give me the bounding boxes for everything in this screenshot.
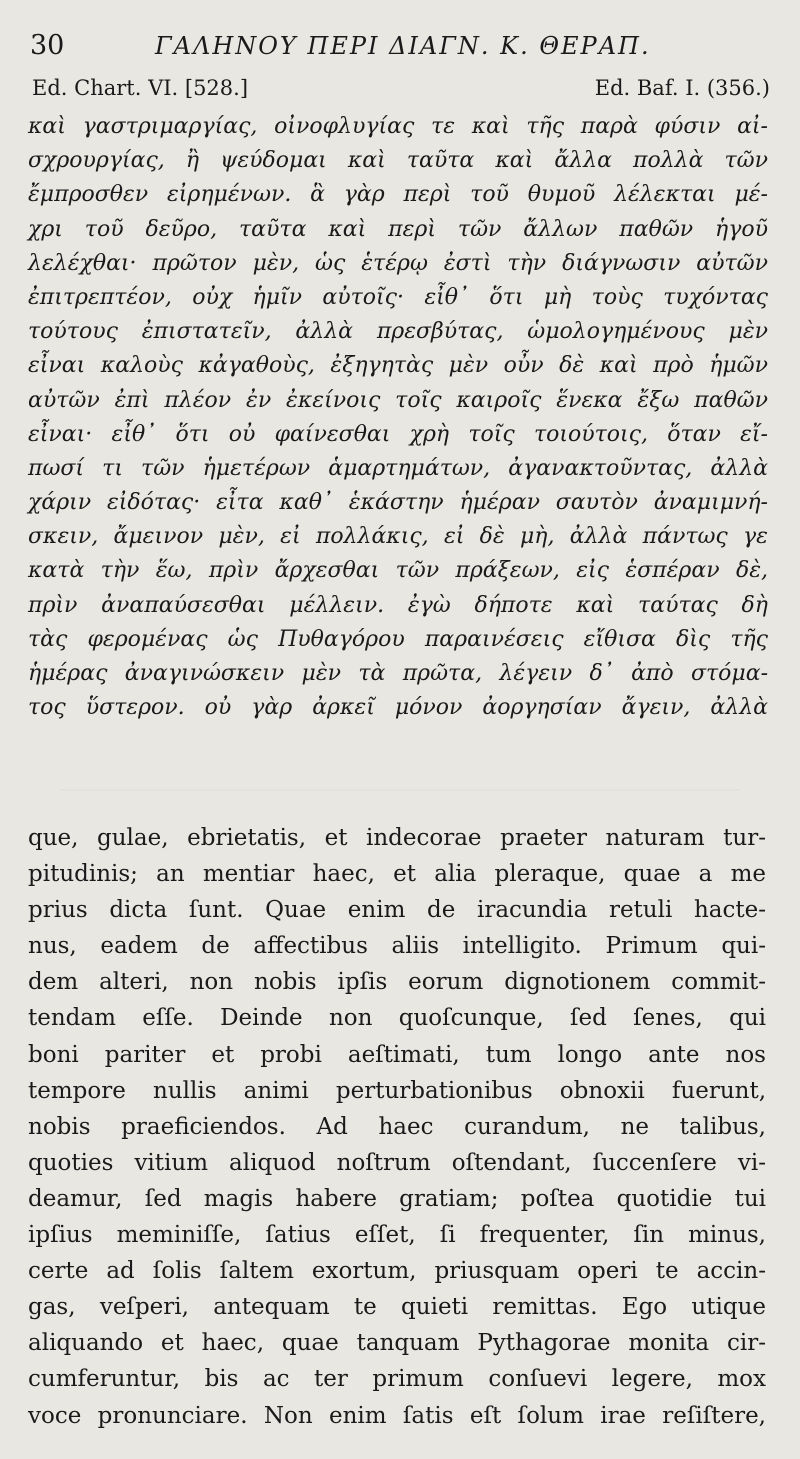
- greek-text-line: κατὰ τὴν ἕω, πρὶν ἄρχεσθαι τῶν πράξεων, εἰς ἑσπέραν δὲ,: [28, 558, 768, 584]
- greek-text-block: [28, 110, 768, 725]
- greek-text-line: καὶ γαστριμαργίας, οἰνοφλυγίας τε καὶ τῆς παρὰ φύσιν αἰ-: [28, 114, 768, 139]
- latin-text-line: nus, eadem de affectibus aliis intelligito. Primum qui-: [28, 933, 766, 960]
- latin-text-line: deamur, ſed magis habere gratiam; poſtea quotidie tui: [28, 1185, 766, 1212]
- latin-text-line: tempore nullis animi perturbationibus obnoxii fuerunt,: [28, 1077, 766, 1104]
- greek-text-line: σκειν, ἄμεινον μὲν, εἰ πολλάκις, εἰ δὲ μὴ, ἀλλὰ πάντως γε: [28, 524, 768, 550]
- greek-text-line: ἐπιτρεπτέον, οὐχ ἡμῖν αὐτοῖς· εἶθ᾽ ὅτι μὴ τοὺς τυχόντας: [28, 284, 768, 310]
- greek-text-line: πρὶν ἀναπαύσεσθαι μέλλειν. ἐγὼ δήποτε καὶ ταύτας δὴ: [28, 592, 768, 618]
- running-head: [30, 30, 760, 70]
- greek-text-line: αὐτῶν ἐπὶ πλέον ἐν ἐκείνοις τοῖς καιροῖς ἕνεκα ἔξω παθῶν: [28, 387, 768, 413]
- greek-text-line: χάριν εἰδότας· εἶτα καθ᾽ ἑκάστην ἡμέραν σαυτὸν ἀναμιμνή-: [28, 490, 768, 516]
- latin-text-line: boni pariter et probi aeſtimati, tum longo ante nos: [28, 1041, 766, 1068]
- page-number: 30: [30, 30, 65, 61]
- latin-text-block: [28, 820, 766, 1434]
- latin-text-line: prius dicta ſunt. Quae enim de iracundia retuli hacte-: [28, 897, 766, 924]
- greek-text-line: τος ὕστερον. οὐ γὰρ ἀρκεῖ μόνον ἀοργησίαν ἄγειν, ἀλλὰ: [28, 695, 768, 721]
- latin-text-line: ipſius meminiſſe, ſatius eſſet, ſi frequenter, ſin minus,: [28, 1222, 766, 1249]
- latin-text-line: aliquando et haec, quae tanquam Pythagorae monita cir-: [28, 1330, 766, 1357]
- greek-text-line: πωσί τι τῶν ἡμετέρων ἁμαρτημάτων, ἀγανακτοῦντας, ἀλλὰ: [28, 455, 768, 481]
- greek-text-line: τὰς φερομένας ὡς Πυθαγόρου παραινέσεις εἴθισα δὶς τῆς: [28, 626, 768, 652]
- latin-text-line: gas, veſperi, antequam te quieti remittas. Ego utique: [28, 1294, 766, 1321]
- edition-chartier-reference: Ed. Chart. VI. [528.]: [32, 76, 249, 100]
- greek-text-line: τούτους ἐπιστατεῖν, ἀλλὰ πρεσβύτας, ὡμολογημένους μὲν: [28, 319, 768, 345]
- latin-text-line: nobis praeficiendos. Ad haec curandum, ne talibus,: [28, 1113, 766, 1140]
- faint-bleed-through-separator: [60, 775, 740, 805]
- latin-text-line: voce pronunciare. Non enim ſatis eſt ſolum irae reſiſtere,: [28, 1402, 766, 1429]
- latin-text-line: pitudinis; an mentiar haec, et alia pleraque, quae a me: [28, 861, 766, 888]
- greek-text-line: εἶναι καλοὺς κἀγαθοὺς, ἐξηγητὰς μὲν οὖν δὲ καὶ πρὸ ἡμῶν: [28, 353, 768, 379]
- running-title: ΓΑΛΗΝΟΥ ΠΕΡΙ ΔΙΑΓΝ. Κ. ΘΕΡΑΠ.: [155, 32, 651, 60]
- greek-text-line: σχρουργίας, ἢ ψεύδομαι καὶ ταῦτα καὶ ἄλλα πολλὰ τῶν: [28, 148, 768, 174]
- greek-text-line: χρι τοῦ δεῦρο, ταῦτα καὶ περὶ τῶν ἄλλων παθῶν ἡγοῦ: [28, 216, 768, 242]
- latin-text-line: quoties vitium aliquod noſtrum oſtendant, ſuccenſere vi-: [28, 1149, 766, 1176]
- greek-text-line: εἶναι· εἶθ᾽ ὅτι οὐ φαίνεσθαι χρὴ τοῖς τοιούτοις, ὅταν εἴ-: [28, 421, 768, 447]
- latin-text-line: certe ad ſolis ſaltem exortum, priusquam operi te accin-: [28, 1258, 766, 1285]
- latin-text-line: tendam eſſe. Deinde non quoſcunque, ſed ſenes, qui: [28, 1005, 766, 1032]
- latin-text-line: dem alteri, non nobis ipſis eorum dignotionem commit-: [28, 969, 766, 996]
- edition-basel-reference: Ed. Baf. I. (356.): [594, 76, 770, 100]
- latin-text-line: que, gulae, ebrietatis, et indecorae praeter naturam tur-: [28, 825, 766, 851]
- greek-text-line: ἡμέρας ἀναγινώσκειν μὲν τὰ πρῶτα, λέγειν δ᾽ ἀπὸ στόμα-: [28, 661, 768, 686]
- edition-reference-line: [32, 76, 770, 110]
- latin-text-line: cumferuntur, bis ac ter primum conſuevi legere, mox: [28, 1366, 766, 1393]
- greek-text-line: λελέχθαι· πρῶτον μὲν, ὡς ἑτέρῳ ἐστὶ τὴν διάγνωσιν αὐτῶν: [28, 250, 768, 276]
- greek-text-line: ἔμπροσθεν εἰρημένων. ἃ γὰρ περὶ τοῦ θυμοῦ λέλεκται μέ-: [28, 182, 768, 208]
